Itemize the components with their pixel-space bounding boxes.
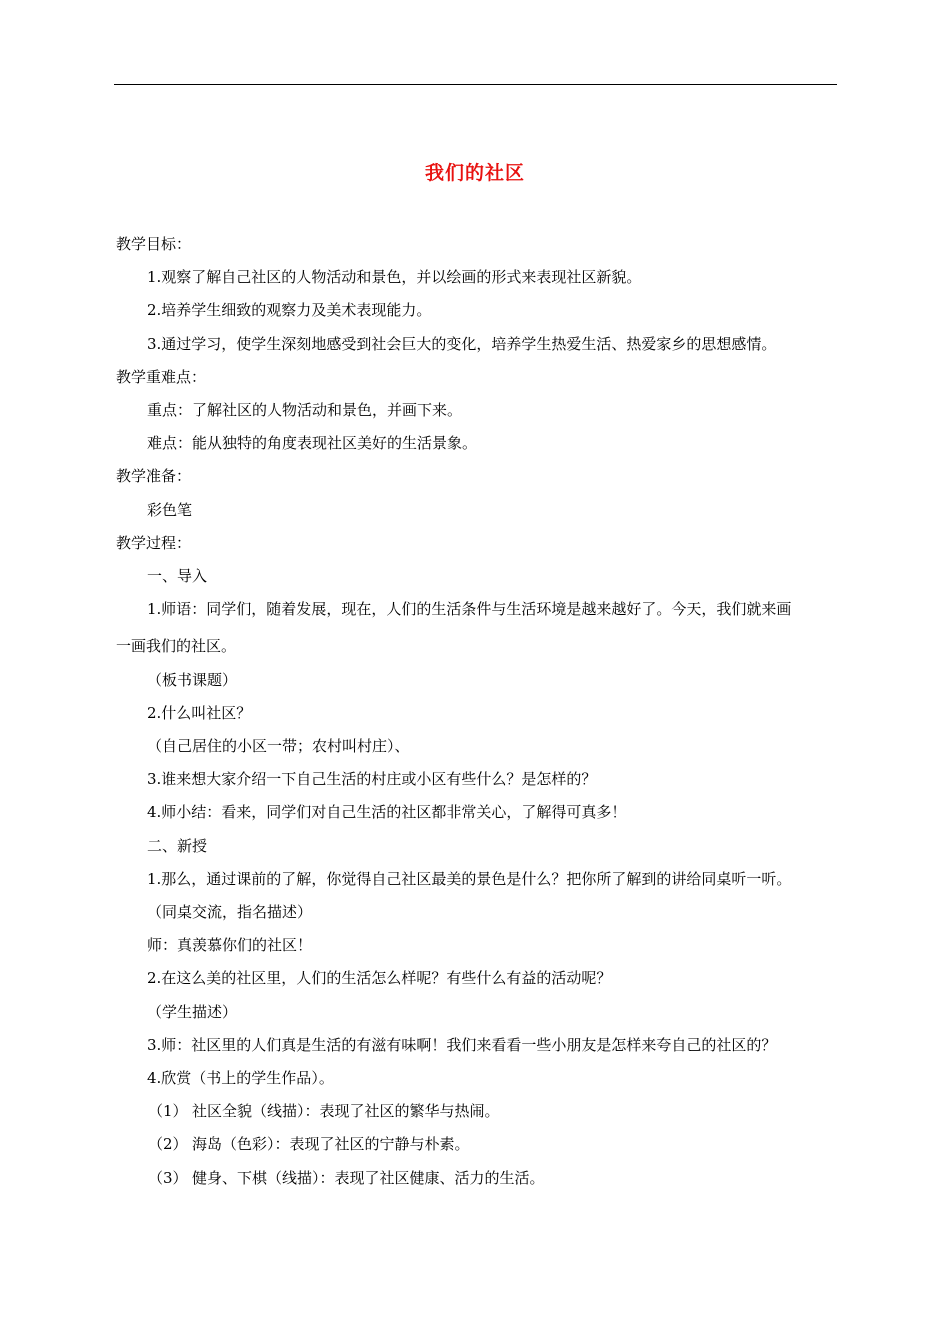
work-item bbox=[116, 1128, 838, 1161]
part2-p1: 1.那么，通过课前的了解，你觉得自己社区最美的景色是什么？把你所了解到的讲给同桌听一听。 bbox=[147, 869, 792, 888]
goals-heading: 教学目标： bbox=[116, 235, 192, 253]
part2-heading: 二、新授 bbox=[147, 836, 208, 855]
part2-p1-note: （同桌交流，指名描述） bbox=[147, 903, 313, 922]
work-number: （1） bbox=[148, 1102, 188, 1121]
page-title: 我们的社区 bbox=[424, 162, 525, 184]
part1-p3: 3.谁来想大家介绍一下自己生活的村庄或小区有些什么？是怎样的？ bbox=[147, 770, 597, 789]
work-item bbox=[116, 1095, 838, 1128]
part1-p1-line1: 1.师语：同学们，随着发展，现在，人们的生活条件与生活环境是越来越好了。今天，我们就来画 bbox=[147, 600, 792, 619]
key-point: 重点：了解社区的人物活动和景色，并画下来。 bbox=[147, 401, 463, 420]
part2-p2-note: （学生描述） bbox=[147, 1002, 238, 1021]
document-body bbox=[116, 228, 838, 1195]
part1-p1-line2: 一画我们的社区。 bbox=[116, 637, 237, 656]
part2-p2: 2.在这么美的社区里，人们的生活怎么样呢？有些什么有益的活动呢？ bbox=[147, 969, 612, 988]
process-heading: 教学过程： bbox=[116, 533, 192, 552]
part2-p4: 4.欣赏（书上的学生作品）。 bbox=[147, 1069, 334, 1088]
key-heading: 教学重难点： bbox=[116, 367, 207, 386]
prep-heading: 教学准备： bbox=[116, 467, 192, 486]
part1-p4: 4.师小结：看来，同学们对自己生活的社区都非常关心，了解得可真多！ bbox=[147, 803, 627, 822]
part1-heading: 一、导入 bbox=[147, 567, 208, 586]
part2-p1-teacher: 师：真羡慕你们的社区！ bbox=[147, 936, 313, 955]
part1-p2: 2.什么叫社区？ bbox=[147, 703, 252, 722]
goal-item: 1.观察了解自己社区的人物活动和景色，并以绘画的形式来表现社区新貌。 bbox=[147, 268, 642, 287]
work-text: 社区全貌（线描）：表现了社区的繁华与热闹。 bbox=[192, 1102, 500, 1121]
work-text: 健身、下棋（线描）：表现了社区健康、活力的生活。 bbox=[192, 1168, 545, 1187]
goal-item: 2.培养学生细致的观察力及美术表现能力。 bbox=[147, 301, 432, 320]
part2-p3: 3.师：社区里的人们真是生活的有滋有味啊！我们来看看一些小朋友是怎样来夸自己的社区的？ bbox=[147, 1035, 777, 1054]
difficult-point: 难点：能从独特的角度表现社区美好的生活景象。 bbox=[147, 434, 478, 453]
prep-text: 彩色笔 bbox=[147, 500, 193, 519]
part1-p2-note: （自己居住的小区一带；农村叫村庄）、 bbox=[147, 737, 410, 756]
work-item bbox=[116, 1162, 838, 1195]
part1-p1-note: （板书课题） bbox=[147, 670, 238, 689]
goal-item: 3.通过学习，使学生深刻地感受到社会巨大的变化，培养学生热爱生活、热爱家乡的思想感情。 bbox=[147, 334, 777, 353]
header-rule bbox=[114, 84, 837, 85]
work-text: 海岛（色彩）：表现了社区的宁静与朴素。 bbox=[192, 1135, 470, 1154]
work-number: （3） bbox=[148, 1168, 188, 1187]
work-number: （2） bbox=[148, 1135, 188, 1154]
